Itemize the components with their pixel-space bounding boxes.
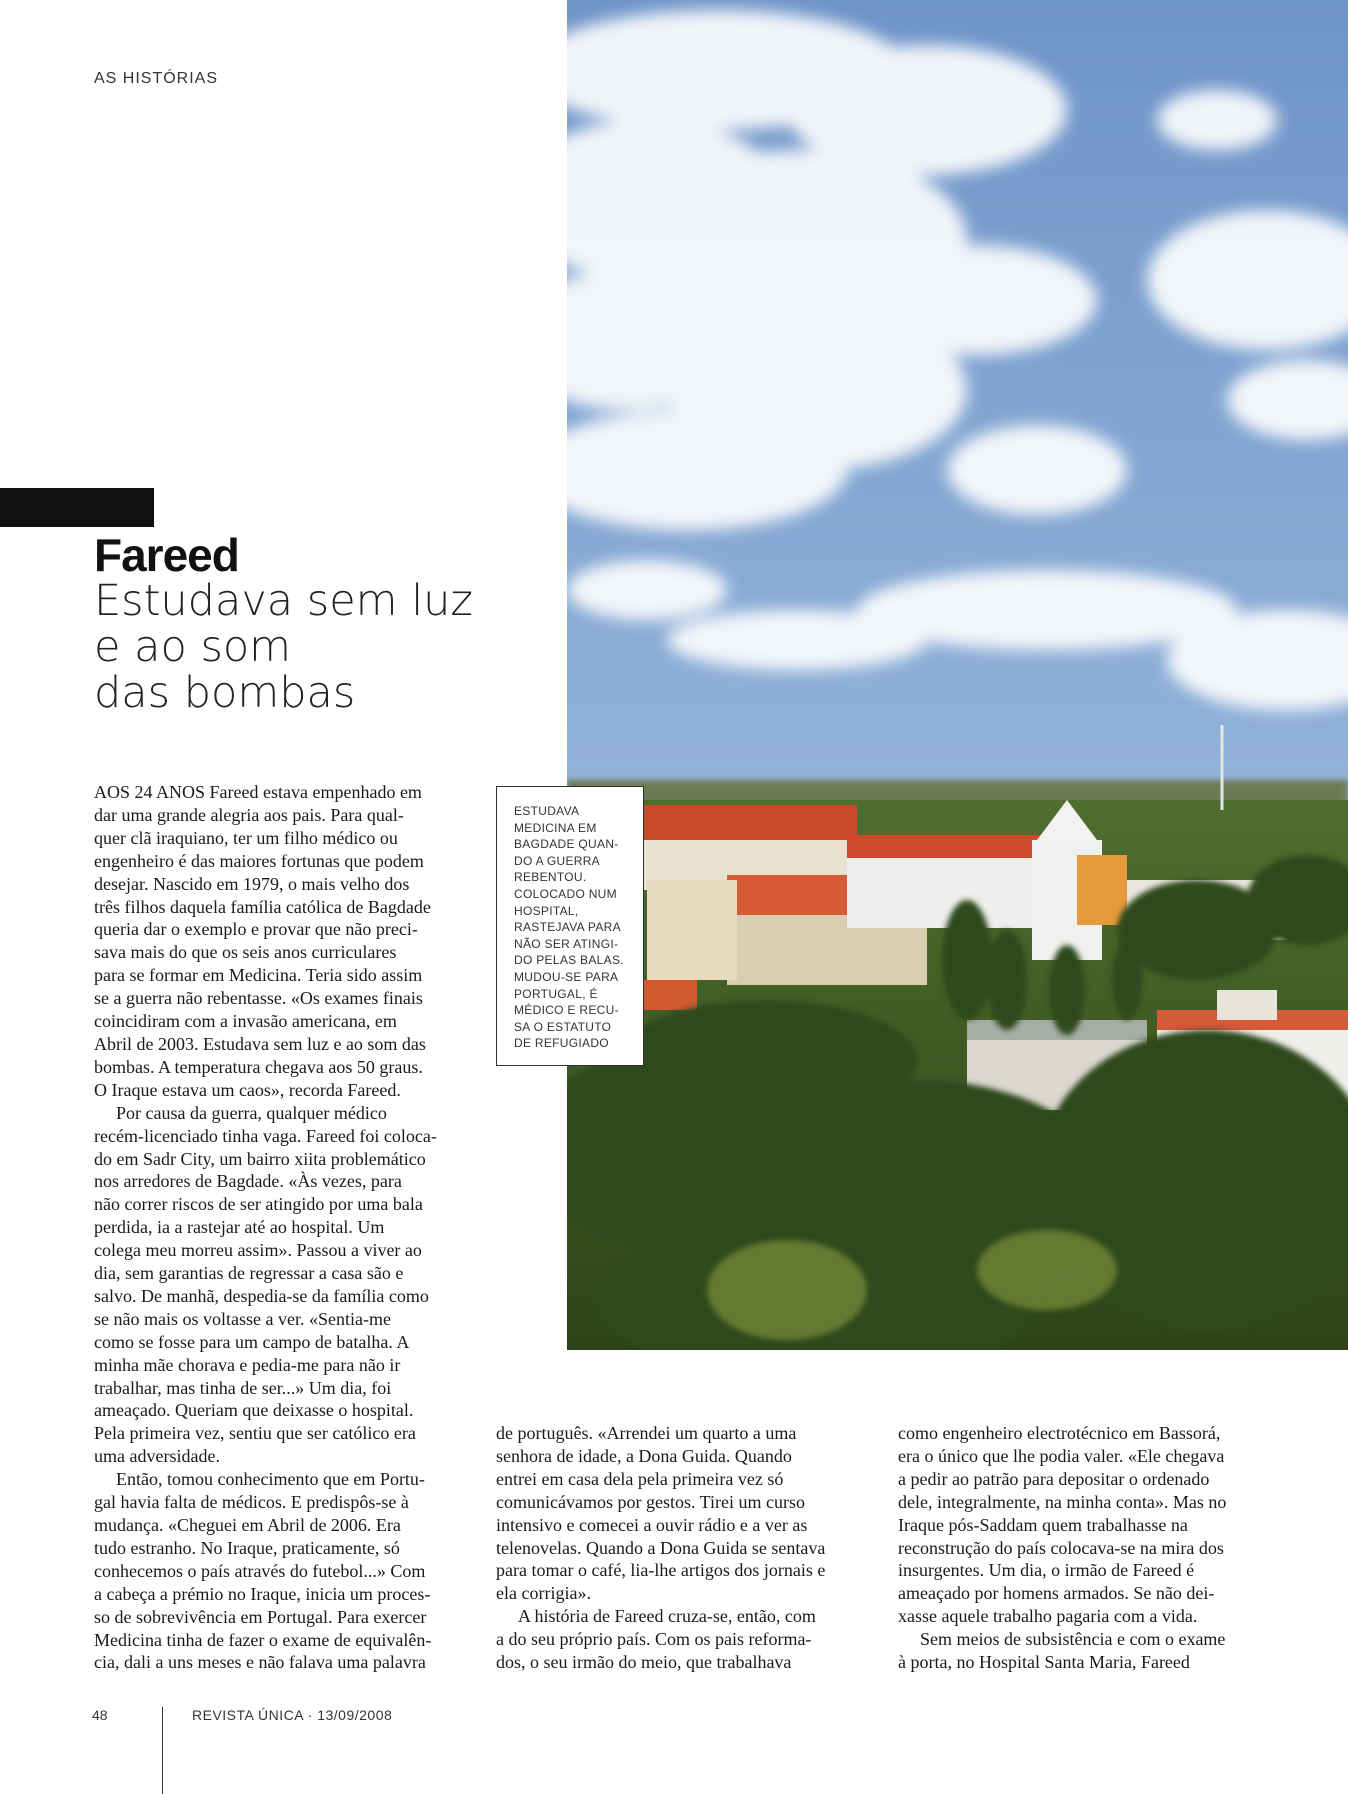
article-line: Iraque pós-Saddam quem trabalhasse na [898,1514,1188,1535]
article-line: recém-licenciado tinha vaga. Fareed foi coloca- [94,1125,437,1146]
caption-line: NÃO SER ATINGI- [514,936,619,951]
photo-caption [496,786,644,1066]
article-line: de português. «Arrendei um quarto a uma [496,1423,797,1443]
article-line: a cabeça a prémio no Iraque, inicia um proces- [94,1583,431,1604]
article-line: AOS 24 ANOS Fareed estava empenhado em [94,782,422,802]
article-line: a do seu próprio país. Com os pais reforma- [496,1629,812,1650]
article-line: tudo estranho. No Iraque, praticamente, só [94,1537,400,1558]
article-line: ameaçado. Queriam que deixasse o hospital. [94,1400,414,1421]
headline-subtitle [94,578,494,716]
article-line: insurgentes. Um dia, o irmão de Fareed é [898,1560,1195,1581]
article-line: comunicávamos por gestos. Tirei um curso [496,1491,805,1512]
headline-subtitle-line: das bombas [94,668,356,718]
article-column-2 [496,1422,876,1674]
caption-line: DE REFUGIADO [514,1036,609,1051]
article-line: coincidiram com a invasão americana, em [94,1011,397,1032]
headline-name: Fareed [94,529,239,581]
article-line: conhecemos o país através do futebol...» Com [94,1560,426,1581]
town-photo [567,0,1348,1350]
article-line: do em Sadr City, um bairro xiita problemático [94,1148,426,1169]
article-line: para tomar o café, lia-lhe artigos dos jornais e [496,1560,826,1581]
caption-line: ESTUDAVA [514,804,580,818]
article-line: mudança. «Cheguei em Abril de 2006. Era [94,1515,401,1535]
article-line: se a guerra não rebentasse. «Os exames finais [94,988,423,1009]
caption-line: MEDICINA EM [514,820,597,835]
article-line: bombas. A temperatura chegava aos 50 graus. [94,1056,423,1077]
article-line: O Iraque estava um caos», recorda Fareed. [94,1079,401,1100]
article-line: intensivo e comecei a ouvir rádio e a ver as [496,1514,808,1535]
headline-accent-bar [0,488,154,527]
article-line: ela corrigia». [496,1583,591,1604]
article-line: como se fosse para um campo de batalha. A [94,1331,410,1352]
article-line: cia, dali a uns meses e não falava uma palavra [94,1652,426,1673]
article-line: uma adversidade. [94,1446,220,1467]
article-line: minha mãe chorava e pedia-me para não ir [94,1354,401,1375]
article-line: engenheiro é das maiores fortunas que podem [94,850,424,871]
article-line: queria dar o exemplo e provar que não preci- [94,919,418,940]
article-line: trabalhar, mas tinha de ser...» Um dia, foi [94,1377,392,1398]
article-line: Então, tomou conhecimento que em Portu- [116,1469,425,1490]
article-line: Medicina tinha de fazer o exame de equivalên- [94,1629,432,1650]
article-line: se não mais os voltasse a ver. «Sentia-me [94,1308,391,1329]
town-photo-illustration [567,0,1348,1350]
caption-line: REBENTOU. [514,870,587,885]
footer-divider [162,1707,163,1794]
article-line: Por causa da guerra, qualquer médico [116,1102,387,1123]
article-line: reconstrução do país colocava-se na mira dos [898,1537,1224,1558]
caption-line: RASTEJAVA PARA [514,920,621,935]
caption-line: DO PELAS BALAS. [514,953,624,968]
caption-line: SA O ESTATUTO [514,1019,612,1034]
caption-line: DO A GUERRA [514,853,600,868]
article-column-3 [898,1422,1278,1674]
article-line: Abril de 2003. Estudava sem luz e ao som das [94,1033,426,1054]
article-line: gal havia falta de médicos. E predispôs-se à [94,1492,409,1513]
page-number: 48 [92,1707,108,1723]
publication-info: REVISTA ÚNICA · 13/09/2008 [192,1707,393,1723]
headline-subtitle-line: Estudava sem luz [94,576,473,626]
article-line: era o único que lhe podia valer. «Ele chegava [898,1445,1225,1466]
article-line: telenovelas. Quando a Dona Guida se sentava [496,1537,826,1558]
caption-line: COLOCADO NUM [514,886,617,901]
article-line: desejar. Nascido em 1979, o mais velho dos [94,873,410,894]
caption-line: BAGDADE QUAN- [514,837,619,852]
caption-line: HOSPITAL, [514,903,579,918]
article-line: como engenheiro electrotécnico em Bassorá, [898,1423,1221,1443]
article-line: não correr riscos de ser atingido por uma bala [94,1194,423,1215]
article-line: sava mais do que os seis anos curriculares [94,942,397,963]
article-line: quer clã iraquiano, ter um filho médico ou [94,827,398,848]
article-line: a pedir ao patrão para depositar o ordenado [898,1468,1210,1489]
caption-line: PORTUGAL, É [514,986,598,1001]
article-line: Pela primeira vez, sentiu que ser católico era [94,1423,416,1444]
article-line: so de sobrevivência em Portugal. Para exercer [94,1606,427,1627]
article-line: A história de Fareed cruza-se, então, com [518,1606,816,1627]
article-line: entrei em casa dela pela primeira vez só [496,1468,784,1489]
section-label: AS HISTÓRIAS [94,70,219,87]
article-line: dele, integralmente, na minha conta». Mas no [898,1491,1227,1512]
caption-line: MUDOU-SE PARA [514,969,619,984]
article-line: Sem meios de subsistência e com o exame [920,1629,1226,1650]
article-line: perdida, ia a rastejar até ao hospital. Um [94,1217,385,1238]
article-line: nos arredores de Bagdade. «Às vezes, para [94,1171,402,1192]
article-column-1 [94,781,474,1674]
article-line: ameaçado por homens armados. Se não dei- [898,1583,1215,1604]
article-line: para se formar em Medicina. Teria sido assim [94,965,423,986]
article-line: dia, sem garantias de regressar a casa são e [94,1263,404,1284]
article-line: xasse aquele trabalho pagaria com a vida. [898,1606,1198,1627]
article-line: salvo. De manhã, despedia-se da família como [94,1285,429,1306]
article-line: dar uma grande alegria aos pais. Para qual- [94,804,404,825]
headline-subtitle-line: e ao som [94,622,292,672]
article-line: três filhos daquela família católica de Bagdade [94,896,431,917]
article-line: dos, o seu irmão do meio, que trabalhava [496,1652,792,1673]
article-line: colega meu morreu assim». Passou a viver ao [94,1240,422,1261]
article-line: à porta, no Hospital Santa Maria, Fareed [898,1652,1190,1673]
article-line: senhora de idade, a Dona Guida. Quando [496,1445,792,1466]
caption-line: MÉDICO E RECU- [514,1003,619,1018]
